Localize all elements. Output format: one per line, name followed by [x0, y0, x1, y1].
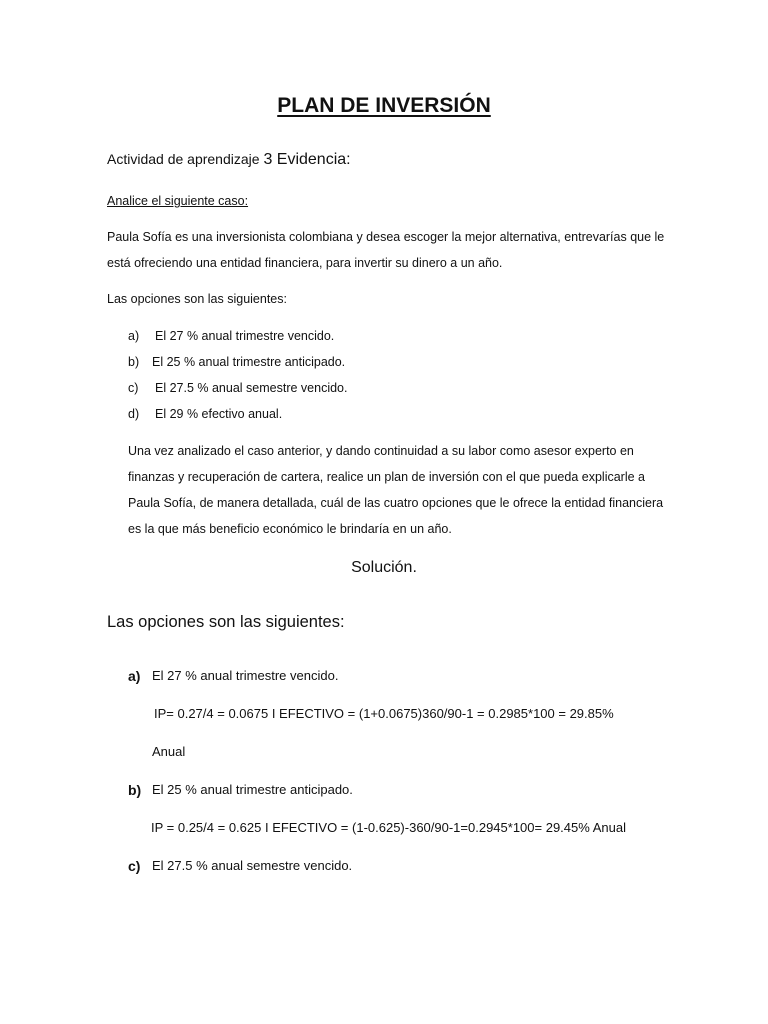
- solution-text: El 25 % anual trimestre anticipado.: [152, 782, 353, 797]
- option-label: a): [128, 329, 140, 343]
- option-text: El 25 % anual trimestre anticipado.: [152, 355, 346, 369]
- intro-line-2: está ofreciendo una entidad financiera, para invertir su dinero a un año.: [107, 256, 503, 270]
- solution-item-c: [128, 858, 688, 878]
- intro-line-1: Paula Sofía es una inversionista colombiana y desea escoger la mejor alternativa, entrevarías que le: [107, 230, 665, 244]
- option-label: b): [128, 355, 140, 369]
- solution-formula-a: IP= 0.27/4 = 0.0675 I EFECTIVO = (1+0.0675)360/90-1 = 0.2985*100 = 29.85%: [154, 706, 614, 721]
- option-text: El 27.5 % anual semestre vencido.: [155, 381, 348, 395]
- document-title: PLAN DE INVERSIÓN: [277, 94, 491, 117]
- activity-label: Actividad de aprendizaje: [107, 151, 260, 167]
- solution-subheading: Las opciones son las siguientes:: [107, 613, 345, 631]
- option-label: d): [128, 407, 140, 421]
- option-label: c): [128, 381, 139, 395]
- solution-item-b: [128, 782, 688, 802]
- option-item: [128, 355, 628, 373]
- solution-label: a): [128, 668, 141, 684]
- case-heading: Analice el siguiente caso:: [107, 194, 249, 208]
- solution-text: El 27 % anual trimestre vencido.: [152, 668, 339, 683]
- solution-formula-b: IP = 0.25/4 = 0.625 I EFECTIVO = (1-0.625)-360/90-1=0.2945*100= 29.45% Anual: [151, 820, 626, 835]
- options-intro: Las opciones son las siguientes:: [107, 292, 287, 306]
- solution-item-a: [128, 668, 688, 688]
- solution-label: b): [128, 782, 142, 798]
- option-item: [128, 407, 628, 425]
- solution-heading: Solución.: [351, 559, 417, 576]
- solution-text: El 27.5 % anual semestre vencido.: [152, 858, 353, 873]
- option-item: [128, 329, 628, 347]
- analysis-line-3: Paula Sofía, de manera detallada, cuál de las cuatro opciones que le ofrece la entidad financiera: [128, 496, 664, 510]
- analysis-line-4: es la que más beneficio económico le brindaría en un año.: [128, 522, 452, 536]
- analysis-line-2: finanzas y recuperación de cartera, realice un plan de inversión con el que pueda explicarle a: [128, 470, 645, 484]
- activity-number: 3 Evidencia:: [263, 151, 351, 168]
- option-text: El 27 % anual trimestre vencido.: [155, 329, 335, 343]
- analysis-line-1: Una vez analizado el caso anterior, y dando continuidad a su labor como asesor experto en: [128, 444, 634, 458]
- activity-heading: [107, 151, 351, 169]
- solution-label: c): [128, 858, 141, 874]
- option-text: El 29 % efectivo anual.: [155, 407, 283, 421]
- option-item: [128, 381, 628, 399]
- solution-unit-a: Anual: [152, 744, 186, 759]
